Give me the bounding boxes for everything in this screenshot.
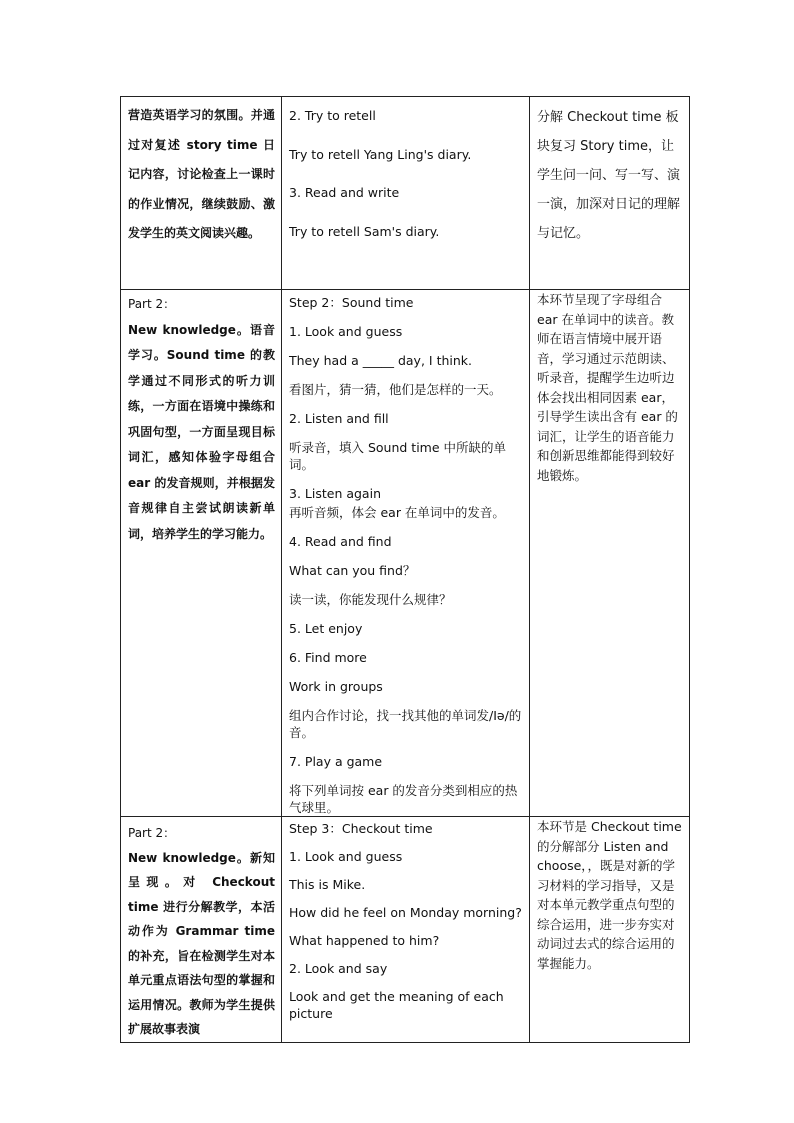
activity-line: 读一读，你能发现什么规律？ — [289, 592, 452, 607]
design-intent-text: New knowledge。语音学习。Sound time 的教学通过不同形式的听力训练，一方面在语境中操练和巩固句型，一方面呈现目标词汇，感知体验字母组合 ear 的发音规则，并根据发音规律自主尝试朗读新单词，培养学生的学习能力。 — [128, 322, 275, 541]
design-intent-text: New knowledge。新知呈现。对 Checkout time 进行分解教学，本活动作为 Grammar time 的补充，旨在检测学生对本单元重点语法句型的掌握和运用情况。教师为学生提供扩展故事表演 — [128, 850, 275, 1036]
activity-line: 2. Look and say — [289, 961, 388, 976]
activity-line: What happened to him? — [289, 933, 440, 948]
activity-line: 2. Listen and fill — [289, 411, 389, 426]
activity-line: 3. Listen again — [289, 486, 381, 501]
purpose-cell — [530, 290, 690, 817]
design-intent-block — [121, 817, 281, 1042]
activity-line: Step 2：Sound time — [289, 295, 414, 310]
activity-list — [282, 817, 529, 1022]
activity-line: How did he feel on Monday morning? — [289, 905, 522, 920]
activity-line: 1. Look and guess — [289, 324, 403, 339]
activity-cell — [282, 817, 530, 1043]
design-intent-cell — [121, 290, 282, 817]
lesson-plan-table — [120, 96, 690, 1043]
activity-list — [282, 290, 529, 816]
activity-line: 再听音频，体会 ear 在单词中的发音。 — [289, 505, 505, 520]
activity-line: 3. Read and write — [289, 185, 400, 200]
purpose-text: 分解 Checkout time 板块复习 Story time，让学生问一问、写一写、演一演，加深对日记的理解与记忆。 — [537, 110, 681, 241]
activity-line: Step 3：Checkout time — [289, 821, 433, 836]
activity-line: 5. Let enjoy — [289, 621, 363, 636]
part-heading: Part 2： — [128, 297, 176, 311]
activity-cell — [282, 97, 530, 290]
activity-list — [282, 97, 529, 240]
design-intent-cell — [121, 817, 282, 1043]
table-row — [121, 290, 690, 817]
activity-line: Work in groups — [289, 679, 383, 694]
activity-line: This is Mike. — [289, 877, 366, 892]
design-intent-block — [121, 290, 281, 547]
design-intent-text: 营造英语学习的氛围。并通过对复述 story time 日记内容，讨论检查上一课时的作业情况，继续鼓励、激发学生的英文阅读兴趣。 — [128, 108, 275, 240]
purpose-cell — [530, 817, 690, 1043]
activity-line: 6. Find more — [289, 650, 367, 665]
activity-line: 组内合作讨论，找一找其他的单词发/Iə/的音。 — [289, 708, 522, 740]
design-intent-cell — [121, 97, 282, 290]
purpose-text: 本环节是 Checkout time 的分解部分 Listen and choose，，既是对新的学习材料的学习指导，又是对本单元教学重点句型的综合运用，进一步夯实对动词过去式的综合运用的掌握能力。 — [537, 819, 682, 971]
activity-line: 7. Play a game — [289, 754, 383, 769]
activity-line: What can you find？ — [289, 563, 416, 578]
activity-line: 听录音，填入 Sound time 中所缺的单词。 — [289, 440, 507, 472]
activity-line: Try to retell Yang Ling's diary. — [289, 147, 472, 162]
activity-line: 将下列单词按 ear 的发音分类到相应的热气球里。 — [289, 783, 518, 815]
part-heading: Part 2： — [128, 826, 176, 840]
activity-cell — [282, 290, 530, 817]
activity-line: 看图片，猜一猜，他们是怎样的一天。 — [289, 382, 502, 397]
activity-line: They had a _____ day, I think. — [289, 353, 472, 368]
activity-line: 1. Look and guess — [289, 849, 403, 864]
table-row — [121, 817, 690, 1043]
purpose-text: 本环节呈现了字母组合 ear 在单词中的读音。教师在语言情境中展开语音，学习通过示范朗读、听录音，提醒学生边听边体会找出相同因素 ear，引导学生读出含有 ear 的词汇，让学生的语音能力和创新思维都能得到较好地锻炼。 — [537, 292, 678, 483]
activity-line: 2. Try to retell — [289, 108, 376, 123]
activity-line: 4. Read and find — [289, 534, 392, 549]
activity-line: Try to retell Sam's diary. — [289, 224, 440, 239]
purpose-cell — [530, 97, 690, 290]
table-row — [121, 97, 690, 290]
activity-line: Look and get the meaning of each picture — [289, 989, 504, 1021]
